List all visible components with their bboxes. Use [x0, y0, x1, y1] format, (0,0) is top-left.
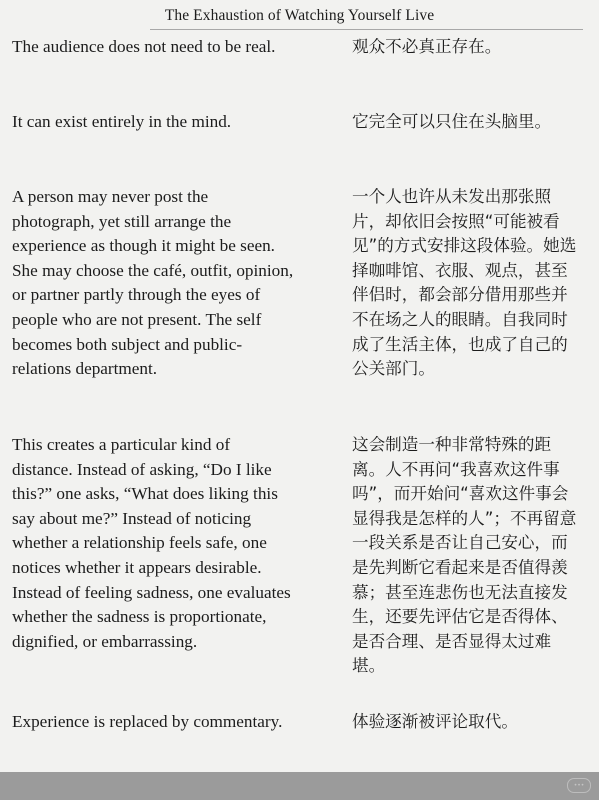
- paragraph-english: Experience is replaced by commentary.: [12, 712, 283, 731]
- watermark-logo: •••: [567, 778, 591, 793]
- header-divider: [150, 29, 583, 30]
- paragraph-english: It can exist entirely in the mind.: [12, 112, 232, 131]
- paragraph-english: A person may never post the photograph, yet still arrange the experience as though it might be seen. She may choose the café, outfit, opinion, or partner partly through the eyes of people who are not present. The self becomes both subject and public- relations department.: [12, 187, 294, 379]
- header: [0, 0, 599, 30]
- paragraph-english: This creates a particular kind of distance. Instead of asking, “Do I like this?” one asks, “What does liking this say about me?” Instead of noticing whether a relationship feels safe, one notices whether it appears desirable. Instead of feeling sadness, one evaluates whether the sadness is proportionate, dignified, or embarrassing.: [12, 435, 291, 651]
- paragraph-chinese: 一个人也许从未发出那张照 片，却依旧会按照“可能被看 见”的方式安排这段体验。她选 择咖啡馆、衣服、观点，甚至 伴侣时，都会部分借用那些并 不在场之人的眼睛。自我同时 成了生活主体，也成了自己的 公关部门。: [352, 187, 577, 379]
- footer-bar: [0, 772, 599, 800]
- page-title: The Exhaustion of Watching Yourself Live: [164, 7, 435, 24]
- paragraph-chinese: 观众不必真正存在。: [352, 37, 502, 56]
- paragraph-chinese: 它完全可以只住在头脑里。: [352, 112, 552, 131]
- paragraph-english: The audience does not need to be real.: [12, 37, 276, 56]
- paragraph-chinese: 体验逐渐被评论取代。: [352, 712, 518, 731]
- paragraph-chinese: 这会制造一种非常特殊的距 离。人不再问“我喜欢这件事 吗”，而开始问“喜欢这件事会 显得我是怎样的人”；不再留意 一段关系是否让自己安心，而 是先判断它看起来是否值得羡 慕；甚至连悲伤也无法直接发 生，还要先评估它是否得体、 是否合理、是否显得太过难 堪。: [352, 435, 577, 676]
